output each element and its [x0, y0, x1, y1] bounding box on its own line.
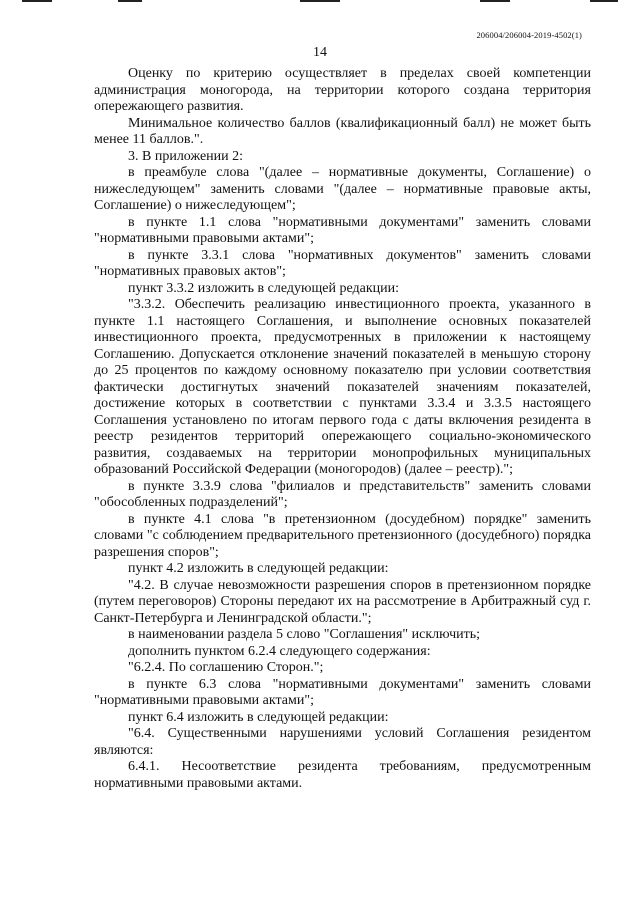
paragraph: "3.3.2. Обеспечить реализацию инвестиционного проекта, указанного в пункте 1.1 настоящего Соглашения, и выполнение основных показателей инвестиционного проекта, предусмотренных в приложении к настоящему Соглашению. Допускается отклонение значений показателей в меньшую сторону до 25 процентов по каждому основному показателю при условии соответствия фактически достигнутых значений показателей значениям показателей, достижение которых в соответствии с пунктами 3.3.4 и 3.3.5 настоящего Соглашения установлено по итогам первого года с даты включения резидента в реестр резидентов территорий опережающего социально-экономического развития, создаваемых на территории монопрофильных муниципальных образований Российской Федерации (моногородов) (далее – реестр)."; — [94, 297, 591, 477]
paragraph: пункт 6.4 изложить в следующей редакции: — [128, 709, 389, 725]
paragraph: в пункте 3.3.9 слова "филиалов и представительств" заменить словами "обособленных подразделений"; — [94, 478, 591, 510]
paragraph: Оценку по критерию осуществляет в пределах своей компетенции администрация моногорода, на территории которого создана территория опережающего развития. — [94, 66, 591, 114]
paragraph: в пункте 4.1 слова "в претензионном (досудебном) порядке" заменить словами "с соблюдением предварительного претензионного (досудебного) порядка разрешения споров"; — [94, 511, 591, 560]
paragraph: в пункте 3.3.1 слова "нормативных документов" заменить словами "нормативных правовых актов"; — [94, 247, 591, 279]
paragraph: в пункте 6.3 слова "нормативными документами" заменить словами "нормативными правовыми актами"; — [94, 676, 591, 708]
document-id: 206004/206004-2019-4502(1) — [476, 30, 582, 40]
paragraph: пункт 4.2 изложить в следующей редакции: — [128, 561, 389, 576]
paragraph: 3. В приложении 2: — [128, 148, 244, 164]
paragraph: Минимальное количество баллов (квалификационный балл) не может быть менее 11 баллов.". — [94, 115, 591, 147]
paragraph: в пункте 1.1 слова "нормативными документами" заменить словами "нормативными правовыми актами"; — [94, 214, 591, 246]
document-body — [94, 66, 591, 792]
paragraph: "6.2.4. По соглашению Сторон."; — [128, 660, 324, 675]
scan-edge-marks — [0, 0, 640, 4]
paragraph: в наименовании раздела 5 слово "Соглашения" исключить; — [128, 627, 480, 642]
paragraph: дополнить пунктом 6.2.4 следующего содержания: — [128, 643, 431, 659]
paragraph: пункт 3.3.2 изложить в следующей редакции: — [128, 280, 399, 296]
paragraph: "6.4. Существенными нарушениями условий Соглашения резидентом являются: — [94, 726, 591, 758]
paragraph: "4.2. В случае невозможности разрешения споров в претензионном порядке (путем переговоров) Стороны передают их на рассмотрение в Арбитражный суд г. Санкт-Петербурга и Ленинградской области."; — [94, 577, 591, 626]
page-number: 14 — [313, 45, 327, 60]
paragraph: в преамбуле слова "(далее – нормативные документы, Соглашение) о нижеследующем" заменить словами "(далее – нормативные правовые акты, Соглашение) о нижеследующем"; — [94, 165, 591, 213]
paragraph: 6.4.1. Несоответствие резидента требованиям, предусмотренным нормативными правовыми актами. — [94, 759, 591, 791]
